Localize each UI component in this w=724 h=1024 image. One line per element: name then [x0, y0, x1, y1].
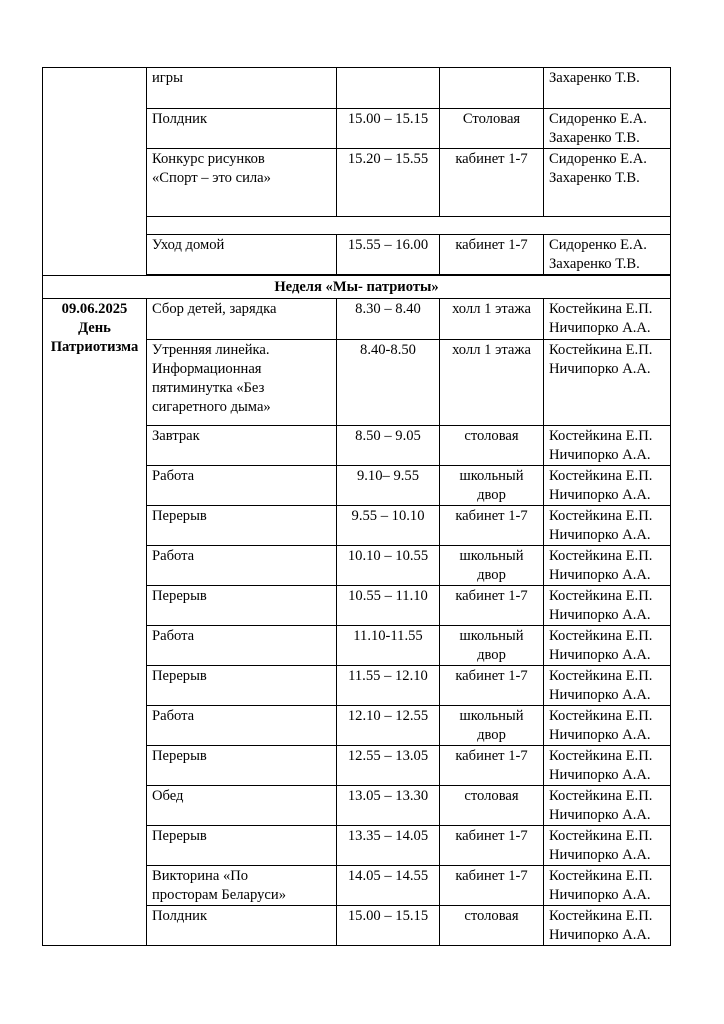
time-text: 13.05 – 13.30 — [347, 788, 429, 804]
activity-text: Перерыв — [152, 828, 207, 844]
time-text: 10.55 – 11.10 — [348, 588, 428, 604]
responsible-text: Ничипорко А.А. — [549, 647, 651, 663]
blank-cell — [147, 217, 671, 235]
responsible-text: Ничипорко А.А. — [549, 847, 651, 863]
day-name: Патриотизма — [50, 339, 139, 355]
responsible-text: Костейкина Е.П. — [549, 548, 653, 564]
activity-cell — [147, 826, 337, 866]
table-row — [43, 299, 671, 340]
activity-text: Перерыв — [152, 668, 207, 684]
place-cell — [440, 546, 544, 586]
responsible-cell — [544, 340, 671, 426]
time-text: 10.10 – 10.55 — [347, 548, 429, 564]
activity-cell — [147, 506, 337, 546]
responsible-text: Костейкина Е.П. — [549, 828, 653, 844]
place-cell — [440, 906, 544, 946]
activity-text: Конкурс рисунков — [152, 151, 265, 167]
place-text: кабинет 1-7 — [455, 828, 528, 844]
place-cell — [440, 68, 544, 109]
activity-text: Уход домой — [152, 237, 225, 253]
activity-cell — [147, 340, 337, 426]
responsible-cell — [544, 666, 671, 706]
activity-text: Работа — [152, 468, 195, 484]
time-text: 11.10-11.55 — [353, 628, 423, 644]
activity-cell — [147, 706, 337, 746]
place-text: столовая — [464, 428, 519, 444]
activity-text: Работа — [152, 628, 195, 644]
activity-cell — [147, 866, 337, 906]
activity-cell — [147, 466, 337, 506]
responsible-text: Костейкина Е.П. — [549, 868, 653, 884]
responsible-cell — [544, 866, 671, 906]
place-text: кабинет 1-7 — [455, 508, 528, 524]
time-cell — [337, 109, 440, 149]
schedule-table — [42, 67, 671, 946]
time-text: 12.55 – 13.05 — [347, 748, 429, 764]
responsible-cell — [544, 706, 671, 746]
time-cell — [337, 906, 440, 946]
activity-text: сигаретного дыма» — [152, 399, 271, 415]
responsible-text: Ничипорко А.А. — [549, 487, 651, 503]
place-text: Столовая — [462, 111, 521, 127]
place-text: школьный двор — [459, 708, 524, 743]
place-text: кабинет 1-7 — [455, 588, 528, 604]
place-cell — [440, 299, 544, 340]
place-cell — [440, 866, 544, 906]
time-cell — [337, 235, 440, 275]
activity-cell — [147, 235, 337, 275]
place-cell — [440, 666, 544, 706]
time-text: 14.05 – 14.55 — [347, 868, 429, 884]
place-text: школьный двор — [459, 628, 524, 663]
responsible-cell — [544, 235, 671, 275]
activity-cell — [147, 68, 337, 109]
activity-cell — [147, 786, 337, 826]
place-cell — [440, 149, 544, 217]
responsible-text: Ничипорко А.А. — [549, 361, 651, 377]
place-cell — [440, 826, 544, 866]
place-text: кабинет 1-7 — [455, 237, 528, 253]
time-text: 8.50 – 9.05 — [355, 428, 421, 444]
place-text: кабинет 1-7 — [455, 748, 528, 764]
responsible-text: Ничипорко А.А. — [549, 447, 651, 463]
responsible-text: Костейкина Е.П. — [549, 428, 653, 444]
responsible-cell — [544, 746, 671, 786]
time-cell — [337, 506, 440, 546]
time-cell — [337, 706, 440, 746]
responsible-text: Ничипорко А.А. — [549, 767, 651, 783]
place-text: школьный двор — [459, 468, 524, 503]
responsible-text: Ничипорко А.А. — [549, 320, 651, 336]
place-cell — [440, 626, 544, 666]
responsible-text: Костейкина Е.П. — [549, 342, 653, 358]
activity-text: Работа — [152, 708, 195, 724]
time-cell — [337, 786, 440, 826]
time-cell — [337, 299, 440, 340]
place-text: кабинет 1-7 — [455, 868, 528, 884]
schedule-body — [43, 68, 671, 946]
time-cell — [337, 866, 440, 906]
time-cell — [337, 149, 440, 217]
time-text: 9.55 – 10.10 — [351, 508, 425, 524]
responsible-text: Костейкина Е.П. — [549, 468, 653, 484]
time-text: 15.55 – 16.00 — [347, 237, 429, 253]
responsible-text: Костейкина Е.П. — [549, 908, 653, 924]
responsible-text: Ничипорко А.А. — [549, 687, 651, 703]
activity-cell — [147, 586, 337, 626]
place-cell — [440, 786, 544, 826]
time-cell — [337, 666, 440, 706]
activity-text: Полдник — [152, 111, 208, 127]
place-cell — [440, 426, 544, 466]
responsible-text: Сидоренко Е.А. — [549, 151, 647, 167]
activity-cell — [147, 299, 337, 340]
activity-text: Работа — [152, 548, 195, 564]
time-text: 11.55 – 12.10 — [348, 668, 428, 684]
activity-text: Информационная — [152, 361, 262, 377]
activity-cell — [147, 109, 337, 149]
place-text: школьный двор — [459, 548, 524, 583]
place-cell — [440, 586, 544, 626]
activity-text: Полдник — [152, 908, 208, 924]
responsible-text: Костейкина Е.П. — [549, 748, 653, 764]
time-text: 9.10– 9.55 — [356, 468, 420, 484]
responsible-text: Костейкина Е.П. — [549, 708, 653, 724]
responsible-cell — [544, 586, 671, 626]
responsible-cell — [544, 506, 671, 546]
responsible-cell — [544, 68, 671, 109]
time-cell — [337, 626, 440, 666]
time-text: 15.00 – 15.15 — [347, 111, 429, 127]
place-cell — [440, 235, 544, 275]
time-cell — [337, 546, 440, 586]
place-cell — [440, 706, 544, 746]
time-text: 15.20 – 15.55 — [347, 151, 429, 167]
time-text: 12.10 – 12.55 — [347, 708, 429, 724]
responsible-text: Ничипорко А.А. — [549, 807, 651, 823]
responsible-text: Сидоренко Е.А. — [549, 111, 647, 127]
responsible-cell — [544, 906, 671, 946]
time-text: 8.40-8.50 — [360, 342, 416, 358]
place-text: кабинет 1-7 — [455, 151, 528, 167]
activity-cell — [147, 426, 337, 466]
time-text: 15.00 – 15.15 — [347, 908, 429, 924]
place-text: столовая — [464, 908, 519, 924]
responsible-text: Костейкина Е.П. — [549, 788, 653, 804]
activity-cell — [147, 906, 337, 946]
place-cell — [440, 109, 544, 149]
place-text: кабинет 1-7 — [455, 668, 528, 684]
time-cell — [337, 826, 440, 866]
activity-cell — [147, 746, 337, 786]
responsible-cell — [544, 626, 671, 666]
time-cell — [337, 68, 440, 109]
responsible-text: Костейкина Е.П. — [549, 508, 653, 524]
activity-text: Викторина «По — [152, 868, 249, 884]
responsible-text: Захаренко Т.В. — [549, 130, 640, 146]
place-text: холл 1 этажа — [452, 301, 531, 317]
activity-text: Перерыв — [152, 748, 207, 764]
place-cell — [440, 466, 544, 506]
place-text: холл 1 этажа — [452, 342, 531, 358]
place-cell — [440, 340, 544, 426]
responsible-cell — [544, 466, 671, 506]
activity-text: Утренняя линейка. — [152, 342, 270, 358]
place-cell — [440, 746, 544, 786]
table-row — [43, 68, 671, 109]
responsible-text: Захаренко Т.В. — [549, 170, 640, 186]
activity-text: Перерыв — [152, 508, 207, 524]
responsible-text: Костейкина Е.П. — [549, 588, 653, 604]
responsible-text: Костейкина Е.П. — [549, 301, 653, 317]
activity-text: Перерыв — [152, 588, 207, 604]
activity-text: Обед — [152, 788, 184, 804]
activity-text: игры — [152, 70, 183, 86]
time-cell — [337, 426, 440, 466]
responsible-cell — [544, 546, 671, 586]
activity-text: «Спорт – это сила» — [152, 170, 271, 186]
responsible-text: Сидоренко Е.А. — [549, 237, 647, 253]
time-cell — [337, 340, 440, 426]
time-cell — [337, 466, 440, 506]
responsible-text: Костейкина Е.П. — [549, 668, 653, 684]
time-text: 13.35 – 14.05 — [347, 828, 429, 844]
responsible-text: Костейкина Е.П. — [549, 628, 653, 644]
week-heading: Неделя «Мы- патриоты» — [43, 276, 671, 299]
responsible-cell — [544, 299, 671, 340]
activity-cell — [147, 666, 337, 706]
activity-text: пятиминутка «Без — [152, 380, 265, 396]
responsible-text: Ничипорко А.А. — [549, 607, 651, 623]
activity-cell — [147, 626, 337, 666]
responsible-cell — [544, 109, 671, 149]
responsible-cell — [544, 786, 671, 826]
responsible-cell — [544, 426, 671, 466]
activity-text: Завтрак — [152, 428, 200, 444]
activity-text: Сбор детей, зарядка — [152, 301, 277, 317]
day-name: День — [78, 320, 111, 336]
activity-cell — [147, 149, 337, 217]
responsible-text: Ничипорко А.А. — [549, 567, 651, 583]
responsible-text: Захаренко Т.В. — [549, 256, 640, 272]
activity-cell — [147, 546, 337, 586]
responsible-text: Ничипорко А.А. — [549, 927, 651, 943]
place-text: столовая — [464, 788, 519, 804]
time-cell — [337, 746, 440, 786]
day-cell-empty — [43, 68, 147, 276]
day-date: 09.06.2025 — [61, 301, 128, 317]
time-cell — [337, 586, 440, 626]
time-text: 8.30 – 8.40 — [355, 301, 421, 317]
responsible-text: Ничипорко А.А. — [549, 887, 651, 903]
responsible-text: Захаренко Т.В. — [549, 70, 640, 86]
place-cell — [440, 506, 544, 546]
responsible-cell — [544, 826, 671, 866]
responsible-cell — [544, 149, 671, 217]
table-row — [43, 276, 671, 299]
responsible-text: Ничипорко А.А. — [549, 727, 651, 743]
responsible-text: Ничипорко А.А. — [549, 527, 651, 543]
activity-text: просторам Беларуси» — [152, 887, 286, 903]
day-cell — [43, 299, 147, 946]
